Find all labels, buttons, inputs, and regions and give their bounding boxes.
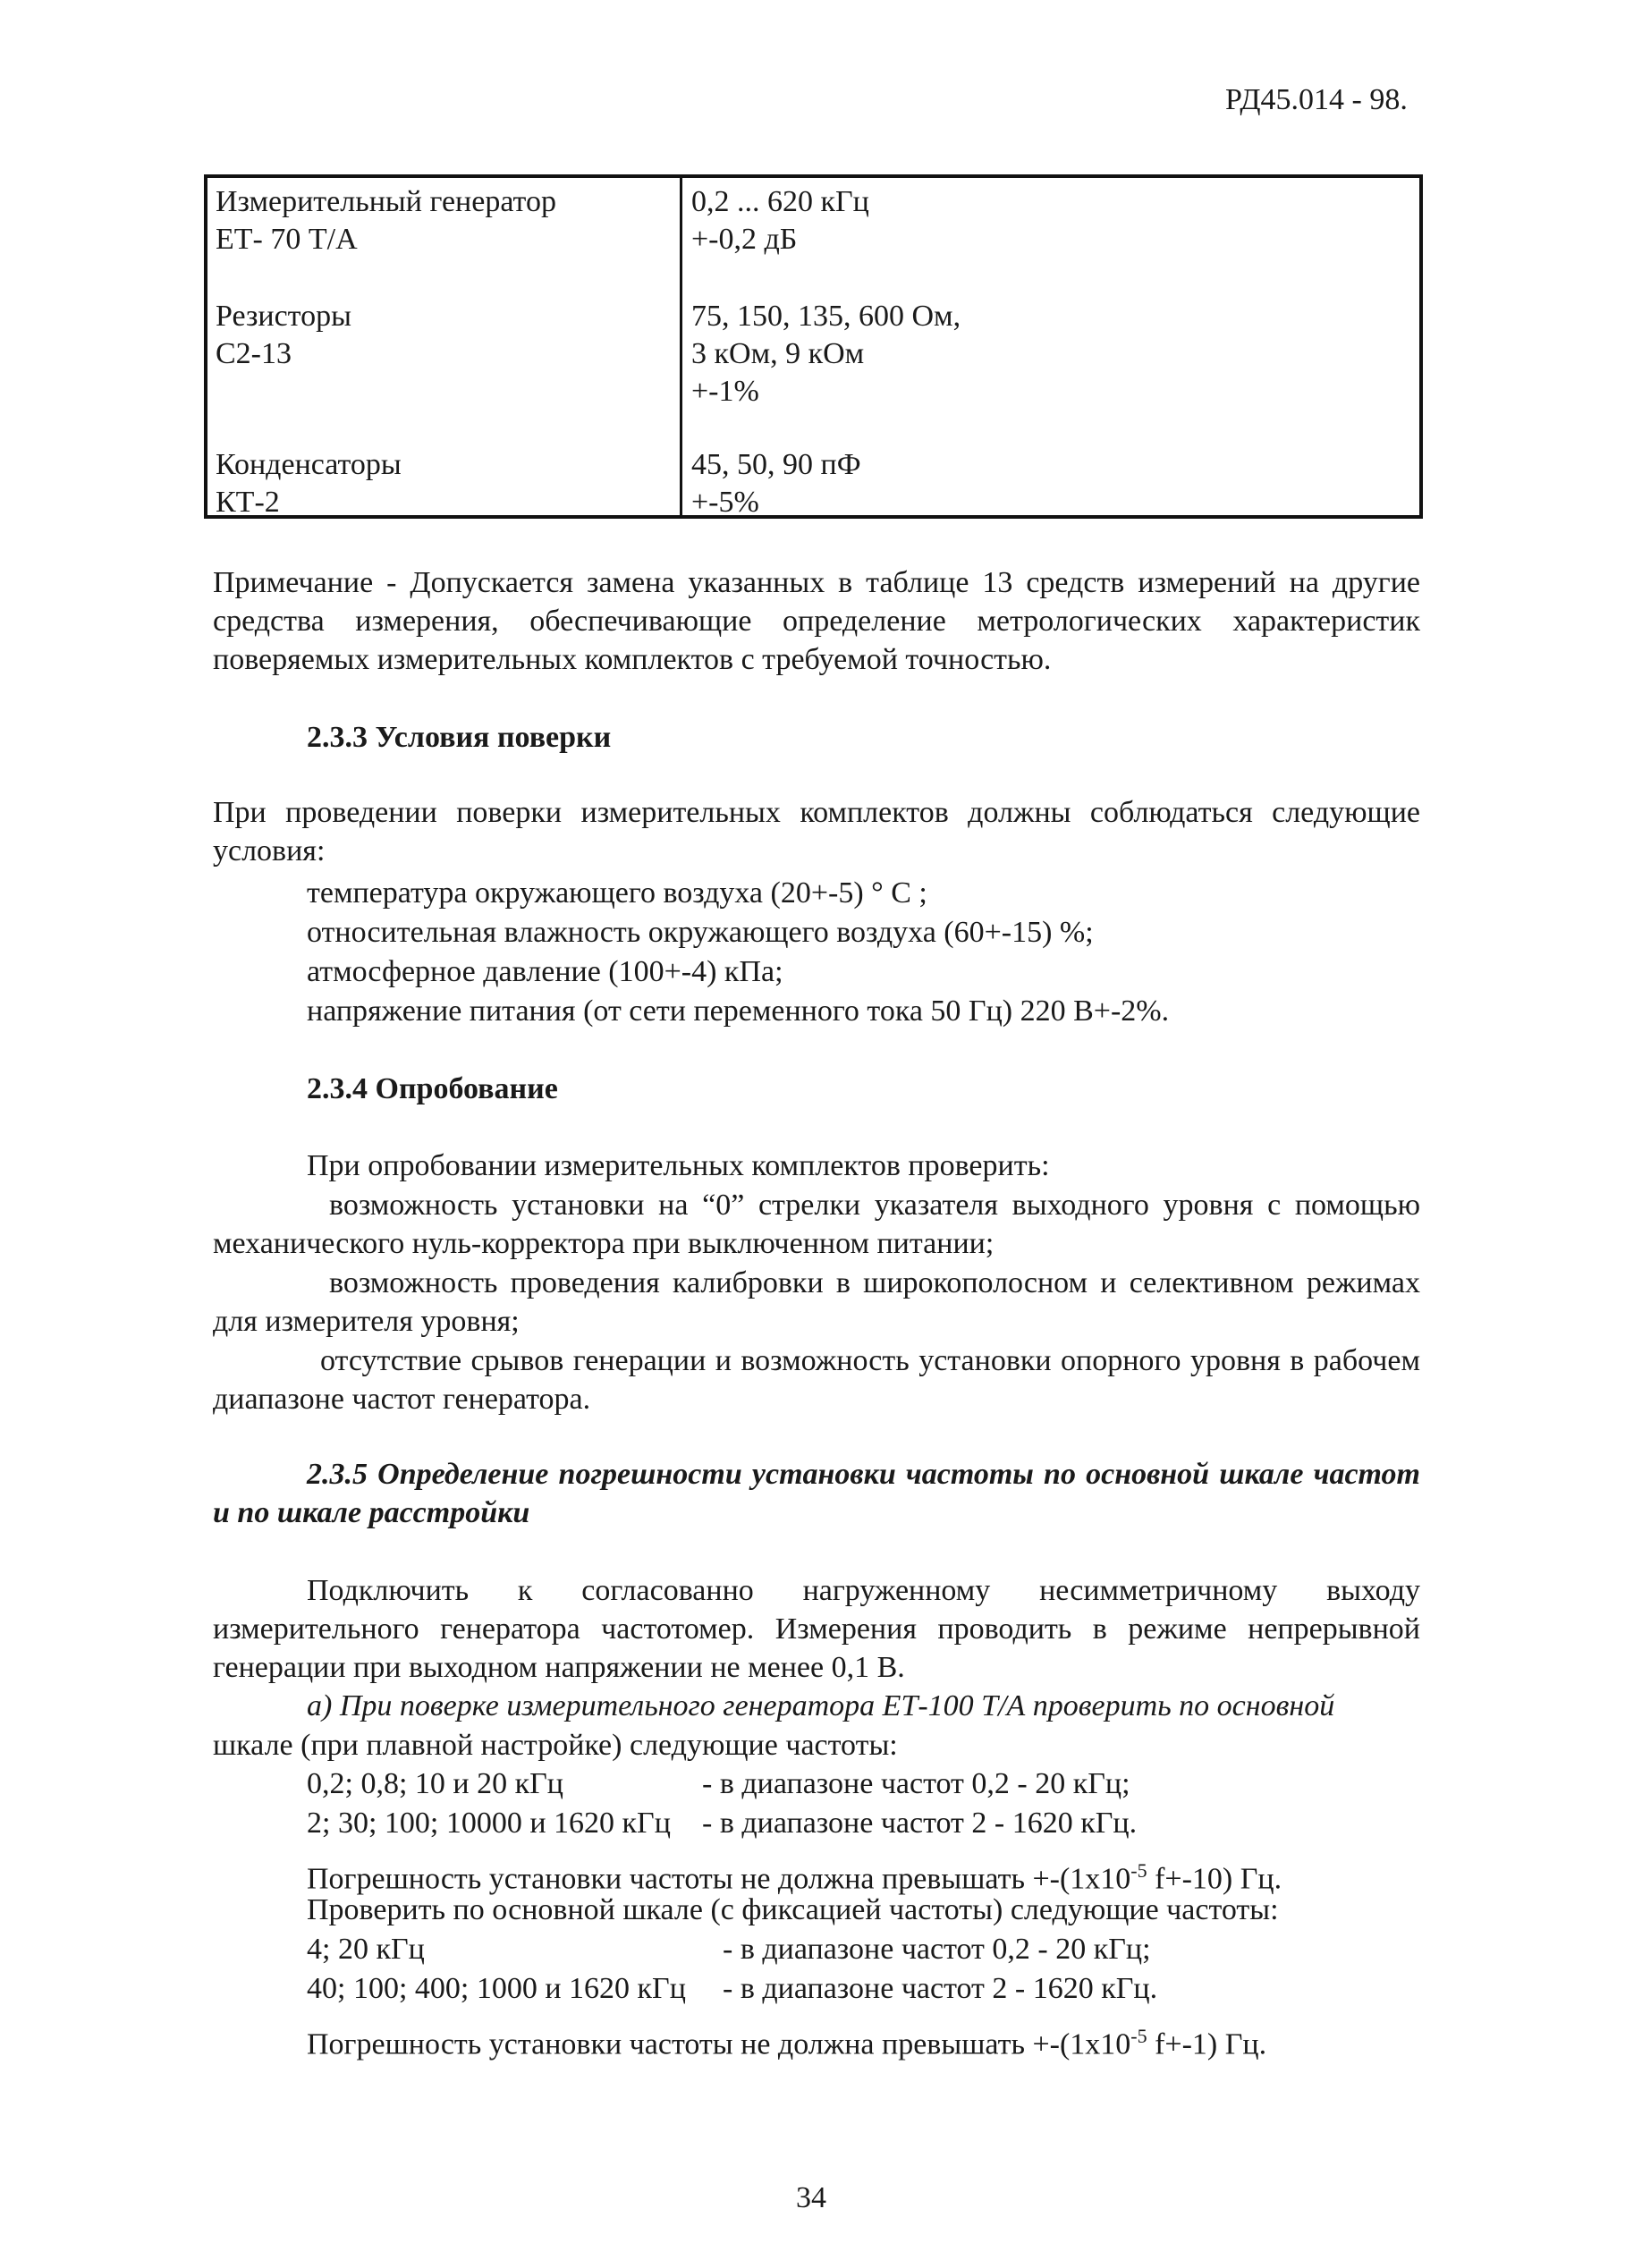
frequency-list-left: 2; 30; 100; 10000 и 1620 кГц xyxy=(307,1807,671,1840)
section-2-3-5-paragraph: Подключить к согласованно нагруженному несимметричному выходу измерительного генератора частотомер. Измерения проводить в режиме непрерывной генерации при выходном напряжении не менее 0,1 В. xyxy=(213,1574,1420,1684)
frequency-range: - в диапазоне частот 2 - 1620 кГц. xyxy=(723,1972,1158,2005)
table-cell-name: Конденсаторы КТ-2 xyxy=(216,448,402,519)
check-paragraph: возможность установки на “0” стрелки указателя выходного уровня с помощью механического нуль-корректора при выключенном питании; xyxy=(213,1189,1420,1260)
section-2-3-4-heading: 2.3.4 Опробование xyxy=(307,1072,558,1105)
condition-item: атмосферное давление (100+-4) кПа; xyxy=(307,955,783,988)
frequency-range: - в диапазоне частот 0,2 - 20 кГц; xyxy=(702,1767,1130,1800)
condition-item: температура окружающего воздуха (20+-5) ° С ; xyxy=(307,876,927,910)
condition-item: относительная влажность окружающего воздуха (60+-15) %; xyxy=(307,916,1094,949)
table-cell-specs: 0,2 ... 620 кГц +-0,2 дБ xyxy=(691,185,869,256)
frequency-list-left: 0,2; 0,8; 10 и 20 кГц xyxy=(307,1767,563,1800)
table-cell-specs: 75, 150, 135, 600 Ом, 3 кОм, 9 кОм +-1% xyxy=(691,300,961,408)
section-2-3-3-intro: При проведении поверки измерительных комплектов должны соблюдаться следующие условия: xyxy=(213,796,1420,867)
table-cell-name: Резисторы С2-13 xyxy=(216,300,351,370)
table-divider xyxy=(680,178,682,515)
check-paragraph: отсутствие срывов генерации и возможность установки опорного уровня в рабочем диапазоне частот генератора. xyxy=(213,1344,1420,1416)
error-limit-line: Погрешность установки частоты не должна превышать $+-(1х10^{-5}$ f+-10) Гц. xyxy=(307,1859,1282,1896)
table-note: Примечание - Допускается замена указанных в таблице 13 средств измерений на другие средства измерения, обеспечивающие определение метрологических характеристик поверяемых измерительных комплектов с требуемой точностью. xyxy=(213,566,1420,676)
check-paragraph: возможность проведения калибровки в широкополосном и селективном режимах для измерителя уровня; xyxy=(213,1266,1420,1338)
section-2-3-3-heading: 2.3.3 Условия поверки xyxy=(307,721,612,754)
item-a-continuation: шкале (при плавной настройке) следующие частоты: xyxy=(213,1729,898,1762)
document-code: РД45.014 - 98. xyxy=(1225,83,1408,116)
frequency-range: - в диапазоне частот 2 - 1620 кГц. xyxy=(702,1807,1138,1840)
frequency-range: - в диапазоне частот 0,2 - 20 кГц; xyxy=(723,1933,1151,1966)
frequency-list-left: 4; 20 кГц xyxy=(307,1933,425,1966)
section-2-3-4-intro: При опробовании измерительных комплектов проверить: xyxy=(307,1149,1050,1182)
error-limit-line: Погрешность установки частоты не должна превышать $+-(1х10^{-5}$ f+-1) Гц. xyxy=(307,2025,1267,2061)
table-cell-specs: 45, 50, 90 пФ +-5% xyxy=(691,448,861,519)
table-cell-name: Измерительный генератор ЕТ- 70 Т/А xyxy=(216,185,556,256)
item-a-line: а) При поверке измерительного генератора ЕТ-100 Т/А проверить по основной xyxy=(307,1689,1335,1722)
check-fixed-frequency: Проверить по основной шкале (с фиксацией частоты) следующие частоты: xyxy=(307,1893,1279,1926)
frequency-list-left: 40; 100; 400; 1000 и 1620 кГц xyxy=(307,1972,686,2005)
section-2-3-5-heading: 2.3.5 Определение погрешности установки частоты по основной шкале частот и по шкале расстройки xyxy=(213,1458,1420,1529)
equipment-table xyxy=(204,174,1423,519)
page-number: 34 xyxy=(796,2181,826,2214)
condition-item: напряжение питания (от сети переменного тока 50 Гц) 220 В+-2%. xyxy=(307,994,1170,1028)
